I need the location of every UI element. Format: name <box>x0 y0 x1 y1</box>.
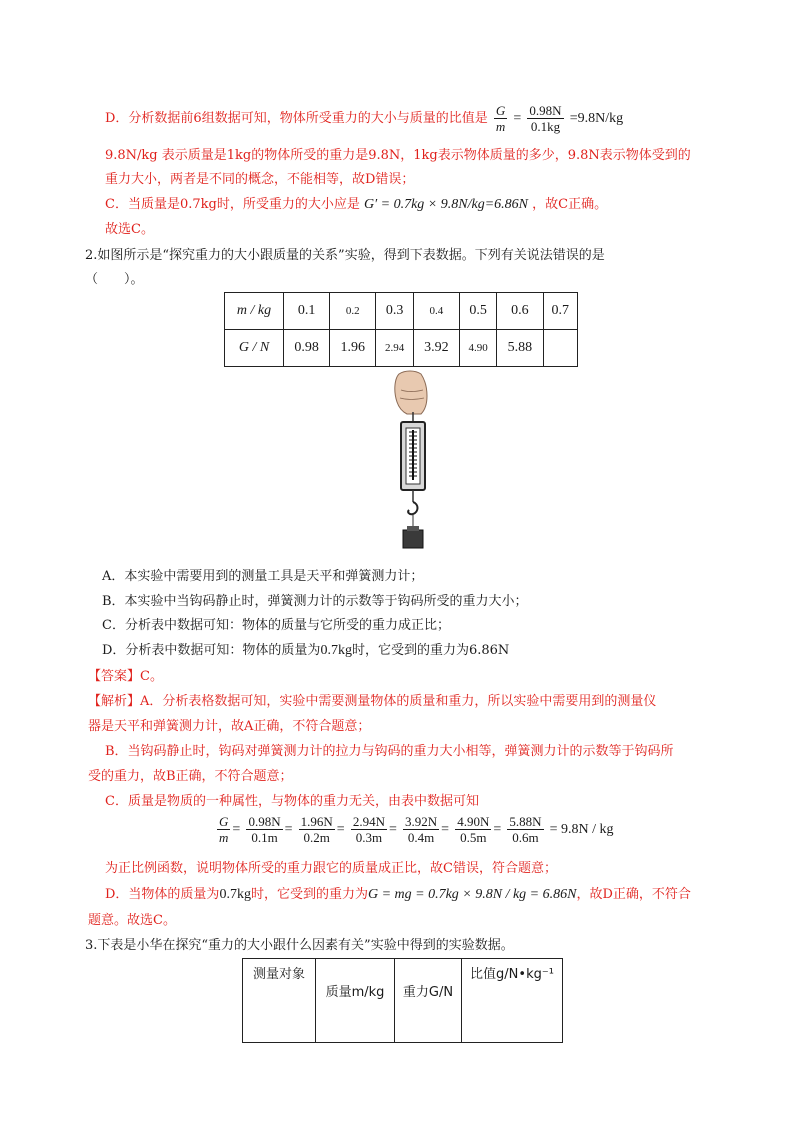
spring-scale-illustration <box>385 368 445 558</box>
question-2-blank: （ ）。 <box>85 272 144 287</box>
analysis-c-line1: C．质量是物质的一种属性，与物体的重力无关，由表中数据可知 <box>105 794 479 809</box>
analysis-c-line: C．当质量是0.7kg时，所受重力的大小应是 G′ = 0.7kg × 9.8N/kg=6.86N ，故C正确。 <box>105 197 608 212</box>
table-cell: 2.94 <box>376 330 413 367</box>
paragraph-line: 重力大小，两者是不同的概念，不能相等，故D错误； <box>105 172 415 187</box>
table-header: 质量m/kg <box>316 959 395 1043</box>
option-c: C．分析表中数据可知：物体的质量与它所受的重力成正比； <box>102 618 450 633</box>
analysis-d-line: D．分析数据前6组数据可知，物体所受重力的大小与质量的比值是 $\frac{G}{m}$ = $\frac{0.98N}{0.1kg}$ =9.8N/kg <box>105 103 624 134</box>
table-cell: 0.6 <box>497 293 543 330</box>
table-cell: G / N <box>225 330 284 367</box>
analysis-b-line2: 受的重力，故B正确，不符合题意； <box>88 769 293 784</box>
table-cell: 0.3 <box>376 293 413 330</box>
table-row <box>243 959 563 1043</box>
table-cell: 0.5 <box>459 293 496 330</box>
experiment-table <box>242 958 563 1043</box>
table-row <box>225 293 578 330</box>
analysis-a-line1: 【解析】A．分析表格数据可知，实验中需要测量物体的质量和重力，所以实验中需要用到的测量仪 <box>88 694 657 709</box>
option-b: B．本实验中当钩码静止时，弹簧测力计的示数等于钩码所受的重力大小； <box>102 594 528 609</box>
g-over-m-fraction: $\frac{G}{m}$ <box>495 103 506 134</box>
table-cell: 4.90 <box>459 330 496 367</box>
table-cell: 0.1 <box>284 293 330 330</box>
analysis-c-line2: 为正比例函数，说明物体所受的重力跟它的质量成正比，故C错误，符合题意； <box>105 861 557 876</box>
table-cell: 0.4 <box>413 293 459 330</box>
hook-icon <box>408 502 417 514</box>
option-d: D．分析表中数据可知：物体的质量为0.7kg时，它受到的重力为6.86N <box>102 643 510 658</box>
table-row <box>225 330 578 367</box>
analysis-d-line2: 题意。故选C。 <box>88 913 176 928</box>
analysis-d-line1: D．当物体的质量为0.7kg时，它受到的重力为G = mg = 0.7kg × 9.8N / kg = 6.86N，故D正确，不符合 <box>105 887 691 902</box>
analysis-a-line2: 器是天平和弹簧测力计，故A正确，不符合题意； <box>88 719 371 734</box>
analysis-d-text: D．分析数据前6组数据可知，物体所受重力的大小与质量的比值是 <box>105 111 488 126</box>
table-cell: 0.2 <box>330 293 376 330</box>
mass-weight-table <box>224 292 578 367</box>
option-a: A．本实验中需要用到的测量工具是天平和弹簧测力计； <box>102 569 424 584</box>
table-cell: 5.88 <box>497 330 543 367</box>
value-fraction: $\frac{0.98N}{0.1kg}$ <box>529 103 562 134</box>
table-cell <box>543 330 578 367</box>
table-cell: 3.92 <box>413 330 459 367</box>
answer-label: 【答案】C。 <box>88 669 163 684</box>
table-cell: 1.96 <box>330 330 376 367</box>
ratio-equation: $\frac{G}{m}$ = $\frac{0.98N}{0.1m}$ = $\frac{1.96N}{0.2m}$ = $\frac{2.94N}{0.3m}$ = $\frac{3.92N}{0.4m}$ = $\frac{4.90N}{0.5m}$ = $\frac{5.88N}{0.6m}$ = 9.8N / kg <box>219 814 614 845</box>
question-2-stem: 2.如图所示是“探究重力的大小跟质量的关系”实验，得到下表数据。下列有关说法错误的是 <box>85 248 605 263</box>
table-header: 比值g/N•kg⁻¹ <box>462 959 563 1043</box>
table-header: 重力G/N <box>395 959 462 1043</box>
table-cell: 0.98 <box>284 330 330 367</box>
choose-answer: 故选C。 <box>105 222 154 237</box>
analysis-b-line1: B．当钩码静止时，钩码对弹簧测力计的拉力与钩码的重力大小相等，弹簧测力计的示数等于钩码所 <box>105 744 674 759</box>
hand-icon <box>395 371 427 414</box>
table-cell: 0.7 <box>543 293 578 330</box>
weight-icon <box>403 530 423 548</box>
table-cell: m / kg <box>225 293 284 330</box>
question-3-stem: 3.下表是小华在探究“重力的大小跟什么因素有关”实验中得到的实验数据。 <box>85 938 514 953</box>
paragraph-line: 9.8N/kg 表示质量是1kg的物体所受的重力是9.8N，1kg表示物体质量的多少，9.8N表示物体受到的 <box>105 148 691 163</box>
table-header: 测量对象 <box>243 959 316 1043</box>
